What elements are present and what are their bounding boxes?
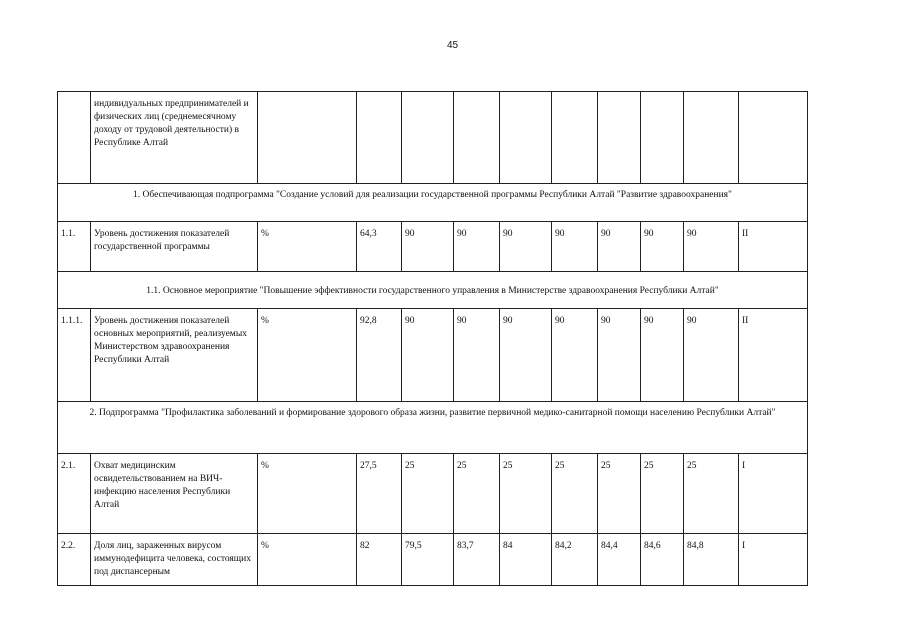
row-number-cell: 2.2. [58, 534, 91, 586]
table-row [58, 309, 808, 402]
value-cell: 84,2 [552, 534, 598, 586]
indicators-table [57, 91, 808, 586]
indicator-name-cell: Охват медицинским освидетельствованием на ВИЧ-инфекцию населения Республики Алтай [91, 454, 258, 534]
value-cell: 84 [500, 534, 552, 586]
page-number: 45 [446, 40, 459, 51]
value-cell: 79,5 [402, 534, 454, 586]
value-cell: 25 [684, 454, 739, 534]
value-cell: 25 [641, 454, 684, 534]
value-cell: 84,8 [684, 534, 739, 586]
value-cell: 90 [454, 222, 500, 272]
row-number-cell: 2.1. [58, 454, 91, 534]
value-cell: 25 [402, 454, 454, 534]
value-cell: 25 [598, 454, 641, 534]
section-heading: 2. Подпрограмма "Профилактика заболеваний и формирование здорового образа жизни, развитие первичной медико-санитарной помощи населению Республики Алтай" [58, 402, 808, 454]
row-number-cell [58, 92, 91, 184]
row-number-cell: 1.1.1. [58, 309, 91, 402]
value-cell: 84,6 [641, 534, 684, 586]
value-cell: 90 [500, 222, 552, 272]
section-heading-row [58, 184, 808, 222]
value-cell: 90 [641, 222, 684, 272]
value-cell: 84,4 [598, 534, 641, 586]
value-cell: 90 [598, 309, 641, 402]
type-cell: I [739, 534, 808, 586]
indicator-name-cell: Уровень достижения показателей государственной программы [91, 222, 258, 272]
value-cell: 92,8 [357, 309, 402, 402]
unit-cell: % [258, 309, 357, 402]
section-heading: 1. Обеспечивающая подпрограмма "Создание условий для реализации государственной программы Республики Алтай "Развитие здравоохранения" [58, 184, 808, 222]
unit-cell: % [258, 222, 357, 272]
value-cell: 90 [684, 222, 739, 272]
value-cell: 83,7 [454, 534, 500, 586]
value-cell: 25 [552, 454, 598, 534]
section-heading-row [58, 402, 808, 454]
value-cell: 64,3 [357, 222, 402, 272]
value-cell: 90 [641, 309, 684, 402]
value-cell: 82 [357, 534, 402, 586]
value-cell: 90 [500, 309, 552, 402]
value-cell: 90 [552, 309, 598, 402]
value-cell: 90 [454, 309, 500, 402]
value-cell: 90 [684, 309, 739, 402]
table-row [58, 534, 808, 586]
type-cell: I [739, 454, 808, 534]
section-heading: 1.1. Основное мероприятие "Повышение эффективности государственного управления в Министерстве здравоохранения Республики Алтай" [58, 272, 808, 309]
value-cell: 90 [402, 222, 454, 272]
value-cell: 90 [402, 309, 454, 402]
value-cell: 90 [552, 222, 598, 272]
table-row [58, 454, 808, 534]
indicator-name-cell: Доля лиц, зараженных вирусом иммунодефицита человека, состоящих под диспансерным [91, 534, 258, 586]
type-cell: II [739, 309, 808, 402]
value-cell: 27,5 [357, 454, 402, 534]
table-row [58, 222, 808, 272]
section-heading-row [58, 272, 808, 309]
indicator-name-cell: индивидуальных предпринимателей и физических лиц (среднемесячному доходу от трудовой деятельности) в Республике Алтай [91, 92, 258, 184]
unit-cell: % [258, 534, 357, 586]
table-row [58, 92, 808, 184]
unit-cell: % [258, 454, 357, 534]
indicator-name-cell: Уровень достижения показателей основных мероприятий, реализуемых Министерством здравоохранения Республики Алтай [91, 309, 258, 402]
value-cell: 90 [598, 222, 641, 272]
type-cell: II [739, 222, 808, 272]
value-cell: 25 [454, 454, 500, 534]
value-cell: 25 [500, 454, 552, 534]
row-number-cell: 1.1. [58, 222, 91, 272]
